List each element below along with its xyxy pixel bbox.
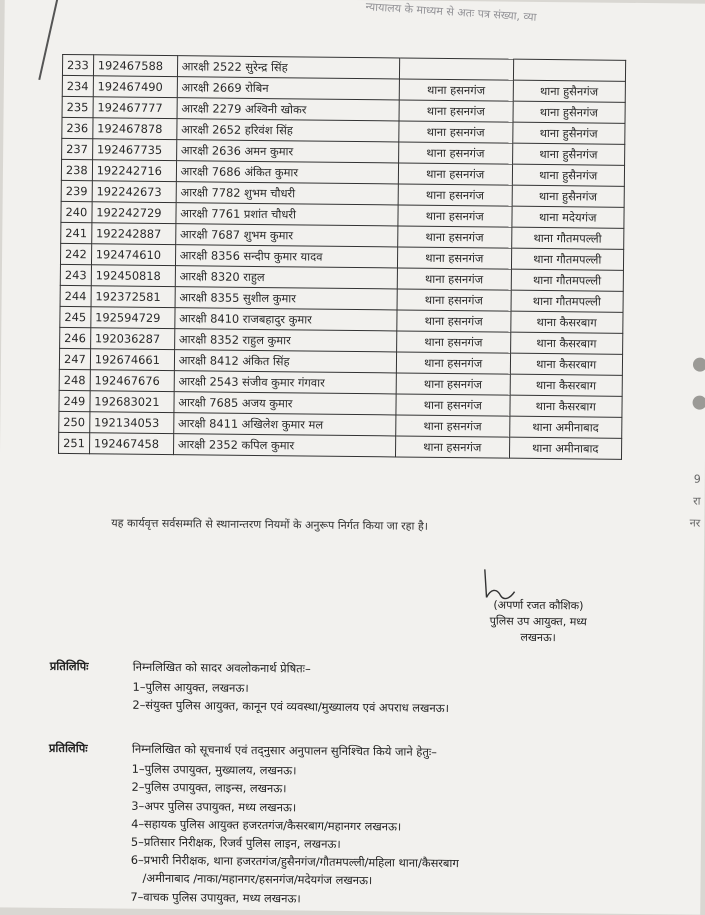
constable-name-cell: आरक्षी 8411 अखिलेश कुमार मल — [173, 413, 395, 436]
serial-number-cell: 244 — [60, 285, 91, 306]
transfer-station-cell: थाना कैसरबाग — [510, 374, 622, 396]
constable-name-cell: आरक्षी 2636 अमन कुमार — [176, 140, 398, 163]
serial-number-cell: 243 — [60, 264, 91, 285]
current-station-cell: थाना हसनगंज — [397, 268, 511, 290]
constable-name-cell: आरक्षी 2522 सुरेन्द्र सिंह — [177, 56, 399, 79]
serial-number-cell: 245 — [60, 306, 91, 327]
serial-number-cell: 250 — [59, 411, 90, 432]
current-station-cell: थाना हसनगंज — [396, 331, 510, 353]
constable-name-cell: आरक्षी 2279 अश्विनी खोकर — [177, 98, 399, 121]
transfer-station-cell: थाना गौतमपल्ली — [511, 227, 623, 249]
transfer-station-cell: थाना कैसरबाग — [510, 353, 622, 375]
current-station-cell: थाना हसनगंज — [399, 79, 513, 101]
transfer-station-cell: थाना मदेयगंज — [512, 206, 624, 228]
adjacent-page-edge — [660, 468, 705, 558]
cc2-item: 3–अपर पुलिस उपायुक्त, मध्य लखनऊ। — [131, 798, 297, 815]
cc-intro-1: निम्नलिखित को सादर अवलोकनार्थ प्रेषितः– — [132, 659, 311, 676]
employee-id-cell: 192467490 — [93, 76, 177, 98]
employee-id-cell: 192674661 — [90, 349, 174, 371]
employee-id-cell: 192467588 — [93, 55, 177, 77]
transfer-station-cell: थाना गौतमपल्ली — [511, 269, 623, 291]
constable-name-cell: आरक्षी 8410 राजबहादुर कुमार — [175, 308, 397, 331]
employee-id-cell: 192242729 — [92, 202, 176, 224]
transfer-station-cell: थाना हुसैनगंज — [513, 80, 625, 102]
serial-number-cell: 247 — [59, 348, 90, 369]
cc1-item: 1–पुलिस आयुक्त, लखनऊ। — [132, 679, 249, 696]
serial-number-cell: 248 — [59, 369, 90, 390]
employee-id-cell: 192242673 — [92, 181, 176, 203]
transfer-station-cell: थाना कैसरबाग — [510, 332, 622, 354]
cc1-item: 2–संयुक्त पुलिस आयुक्त, कानून एवं व्यवस्था/मुख्यालय एवं अपराध लखनऊ। — [132, 698, 450, 716]
current-station-cell: थाना हसनगंज — [395, 415, 509, 437]
constable-name-cell: आरक्षी 2543 संजीव कुमार गंगवार — [174, 371, 396, 394]
header-bleed-text: न्यायालय के माध्यम से अतः पत्र संख्या, व्या — [365, 0, 537, 24]
serial-number-cell: 246 — [60, 327, 91, 348]
cc-label-2: प्रतिलिपिः — [48, 740, 88, 756]
employee-id-cell: 192242716 — [92, 160, 176, 182]
cc2-item: 6–प्रभारी निरीक्षक, थाना हजरतगंज/हुसैनगंज/गौतमपल्ली/महिला थाना/कैसरबाग — [130, 852, 459, 871]
serial-number-cell: 237 — [62, 138, 93, 159]
transfer-station-cell: थाना हुसैनगंज — [512, 164, 624, 186]
current-station-cell: थाना हसनगंज — [399, 100, 513, 122]
current-station-cell: थाना हसनगंज — [396, 394, 510, 416]
serial-number-cell: 251 — [59, 432, 90, 453]
edge-text: रा — [693, 494, 701, 508]
edge-dot — [693, 358, 705, 372]
transfer-station-cell — [513, 59, 625, 81]
current-station-cell: थाना हसनगंज — [397, 247, 511, 269]
transfer-station-cell: थाना हुसैनगंज — [512, 143, 624, 165]
transfer-station-cell: थाना गौतमपल्ली — [511, 290, 623, 312]
transfer-table — [58, 54, 626, 460]
signature-block — [468, 597, 608, 646]
constable-name-cell: आरक्षी 7761 प्रशांत चौधरी — [176, 203, 398, 226]
serial-number-cell: 249 — [59, 390, 90, 411]
transfer-station-cell: थाना कैसरबाग — [510, 395, 622, 417]
employee-id-cell: 192467458 — [89, 433, 173, 455]
employee-id-cell: 192594729 — [91, 307, 175, 329]
employee-id-cell: 192134053 — [89, 412, 173, 434]
constable-name-cell: आरक्षी 8320 राहुल — [175, 266, 397, 289]
current-station-cell: थाना हसनगंज — [398, 184, 512, 206]
serial-number-cell: 235 — [62, 96, 93, 117]
constable-name-cell: आरक्षी 7687 शुभम कुमार — [175, 224, 397, 247]
current-station-cell: थाना हसनगंज — [398, 205, 512, 227]
edge-dot — [692, 396, 705, 410]
cc-block-2 — [130, 740, 460, 909]
current-station-cell: थाना हसनगंज — [397, 310, 511, 332]
current-station-cell: थाना हसनगंज — [396, 352, 510, 374]
employee-id-cell: 192467735 — [92, 139, 176, 161]
current-station-cell — [399, 58, 513, 80]
signatory-city: लखनऊ। — [520, 630, 556, 645]
current-station-cell: थाना हसनगंज — [398, 142, 512, 164]
employee-id-cell: 192467777 — [93, 97, 177, 119]
current-station-cell: थाना हसनगंज — [395, 436, 509, 458]
constable-name-cell: आरक्षी 7686 अंकित कुमार — [176, 161, 398, 184]
transfer-station-cell: थाना कैसरबाग — [511, 311, 623, 333]
constable-name-cell: आरक्षी 7782 शुभम चौधरी — [176, 182, 398, 205]
transfer-station-cell: थाना हुसैनगंज — [512, 185, 624, 207]
cc-label-1: प्रतिलिपिः — [49, 658, 89, 674]
constable-name-cell: आरक्षी 7685 अजय कुमार — [174, 392, 396, 415]
transfer-station-cell: थाना अमीनाबाद — [509, 437, 621, 459]
current-station-cell: थाना हसनगंज — [397, 226, 511, 248]
constable-name-cell: आरक्षी 8412 अंकित सिंह — [174, 350, 396, 373]
employee-id-cell: 192683021 — [90, 391, 174, 413]
edge-text: 9 — [693, 472, 701, 486]
constable-name-cell: आरक्षी 2652 हरिवंश सिंह — [177, 119, 399, 142]
current-station-cell: थाना हसनगंज — [397, 289, 511, 311]
transfer-station-cell: थाना अमीनाबाद — [509, 416, 621, 438]
note-text: यह कार्यवृत्त सर्वसम्मति से स्थानान्तरण नियमों के अनुरूप निर्गत किया जा रहा है। — [111, 516, 428, 533]
signatory-name: (अपर्णा रजत कौशिक) — [493, 598, 584, 613]
employee-id-cell: 192474610 — [91, 244, 175, 266]
transfer-station-cell: थाना हुसैनगंज — [513, 122, 625, 144]
employee-id-cell: 192036287 — [90, 328, 174, 350]
serial-number-cell: 238 — [61, 159, 92, 180]
serial-number-cell: 242 — [60, 243, 91, 264]
constable-name-cell: आरक्षी 2352 कपिल कुमार — [173, 434, 395, 457]
serial-number-cell: 239 — [61, 180, 92, 201]
cc2-item: 1–पुलिस उपायुक्त, मुख्यालय, लखनऊ। — [131, 761, 297, 778]
employee-id-cell: 192467878 — [93, 118, 177, 140]
signatory-designation: पुलिस उप आयुक्त, मध्य — [489, 614, 587, 629]
serial-number-cell: 234 — [62, 75, 93, 96]
serial-number-cell: 240 — [61, 201, 92, 222]
cc2-item: /अमीनाबाद /नाका/महानगर/हसनगंज/मदेयगंज लखनऊ। — [142, 871, 373, 888]
cc2-item: 5–प्रतिसार निरीक्षक, रिजर्व पुलिस लाइन, लखनऊ। — [130, 834, 341, 851]
employee-id-cell: 192450818 — [91, 265, 175, 287]
current-station-cell: थाना हसनगंज — [396, 373, 510, 395]
employee-id-cell: 192372581 — [91, 286, 175, 308]
serial-number-cell: 236 — [62, 117, 93, 138]
edge-text: नर — [689, 516, 701, 530]
constable-name-cell: आरक्षी 8355 सुशील कुमार — [175, 287, 397, 310]
constable-name-cell: आरक्षी 8356 सन्दीप कुमार यादव — [175, 245, 397, 268]
serial-number-cell: 233 — [62, 54, 93, 75]
transfer-station-cell: थाना गौतमपल्ली — [511, 248, 623, 270]
current-station-cell: थाना हसनगंज — [398, 163, 512, 185]
serial-number-cell: 241 — [61, 222, 92, 243]
cc2-item: 7–वाचक पुलिस उपायुक्त, मध्य लखनऊ। — [130, 889, 301, 906]
cc2-item: 2–पुलिस उपायुक्त, लाइन्स, लखनऊ। — [131, 780, 287, 796]
cc-block-1 — [132, 658, 449, 718]
current-station-cell: थाना हसनगंज — [399, 121, 513, 143]
employee-id-cell: 192242887 — [91, 223, 175, 245]
constable-name-cell: आरक्षी 8352 राहुल कुमार — [174, 329, 396, 352]
constable-name-cell: आरक्षी 2669 रोबिन — [177, 77, 399, 100]
cc2-item: 4–सहायक पुलिस आयुक्त हजरतगंज/कैसरबाग/महानगर लखनऊ। — [131, 816, 402, 834]
fold-line — [38, 0, 58, 80]
transfer-station-cell: थाना हुसैनगंज — [513, 101, 625, 123]
cc-intro-2: निम्नलिखित को सूचनार्थ एवं तद्नुसार अनुपालन सुनिश्चित किये जाने हेतुः– — [131, 741, 437, 759]
employee-id-cell: 192467676 — [90, 370, 174, 392]
